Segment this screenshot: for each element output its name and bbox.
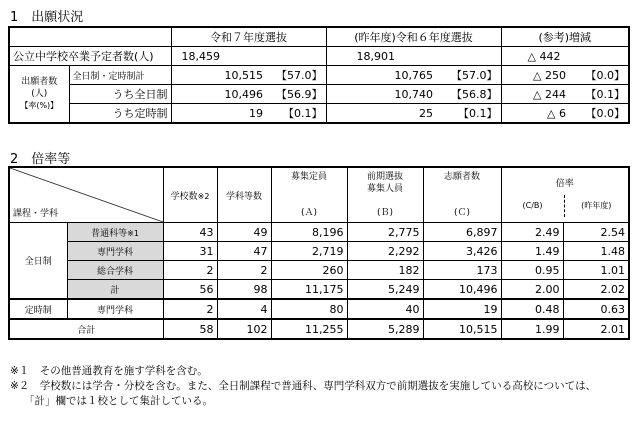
section2-title: 2 倍率等 bbox=[10, 152, 71, 167]
zennichi-label: 全日制 bbox=[9, 223, 67, 300]
graduates-label: 公立中学校卒業予定者数(人) bbox=[9, 47, 171, 66]
total-label: 合計 bbox=[9, 319, 163, 339]
early-header: 前期選抜 募集人員 (Ｂ) bbox=[347, 167, 423, 223]
applicants-row-zennichi: うち全日制 10,496 【56.9】 10,740 【56.8】 △ 244 【0.1】 bbox=[9, 85, 629, 104]
capacity-header: 募集定員 (Ａ) bbox=[271, 167, 347, 223]
applicants-group-label: 出願者数 (人) 【率(%)】 bbox=[9, 66, 69, 124]
ratio-cb-header: (C/B) bbox=[522, 201, 543, 210]
footnotes bbox=[10, 364, 596, 409]
graduates-previous: 18,901 bbox=[326, 47, 501, 66]
footnote-3: 「計」欄では１校として集計している。 bbox=[24, 395, 213, 407]
footnote-2: ※２ 学校数には学舎・分校を含む。また、全日制課程で普通科、専門学科双方で前期選抜を実施している高校については、 bbox=[10, 380, 597, 392]
section1-title: 1 出願状況 bbox=[10, 10, 84, 25]
applicants-row-total: 出願者数 (人) 【率(%)】 全日制・定時制計 10,515 【57.0】 10,765 【57.0】 △ 250 【0.0】 bbox=[9, 66, 629, 85]
table-row: 専門学科 31 47 2,719 2,292 3,426 1.49 1.48 bbox=[9, 242, 629, 261]
table-row-subtotal: 計 56 98 11,175 5,249 10,496 2.00 2.02 bbox=[9, 280, 629, 300]
footnote-1: ※１ その他普通教育を施す学科を含む。 bbox=[10, 365, 208, 377]
header-current-year: 令和７年度選抜 bbox=[171, 27, 326, 47]
ratio-header: 倍率 (C/B) (昨年度) bbox=[501, 167, 629, 223]
graduates-diff: △ 442 bbox=[501, 47, 629, 66]
course-header: 課程・学科 bbox=[9, 167, 163, 223]
section1-header-row bbox=[9, 27, 629, 47]
table-row: 総合学科 2 2 260 182 173 0.95 1.01 bbox=[9, 261, 629, 280]
table-row-total: 合計 58 102 11,255 5,289 10,515 1.99 2.01 bbox=[9, 319, 629, 339]
schools-header: 学校数※2 bbox=[163, 167, 217, 223]
row-label: うち全日制 bbox=[69, 85, 171, 104]
application-status-table bbox=[8, 26, 630, 124]
table-row-teiji: 定時制 専門学科 2 4 80 40 19 0.48 0.63 bbox=[9, 299, 629, 319]
applicants-row-teiji: うち定時制 19 【0.1】 25 【0.1】 △ 6 【0.0】 bbox=[9, 104, 629, 124]
graduates-current: 18,459 bbox=[171, 47, 326, 66]
applicants-header: 志願者数 (Ｃ) bbox=[423, 167, 501, 223]
row-label: 全日制・定時制計 bbox=[69, 66, 171, 85]
ratio-header-row bbox=[9, 167, 629, 223]
ratio-table bbox=[8, 166, 630, 340]
depts-header: 学科等数 bbox=[217, 167, 271, 223]
teiji-label: 定時制 bbox=[9, 299, 67, 319]
header-diff: (参考)増減 bbox=[501, 27, 629, 47]
header-previous-year: (昨年度)令和６年度選抜 bbox=[326, 27, 501, 47]
ratio-prev-header: (昨年度) bbox=[564, 195, 629, 217]
table-row: 全日制 普通科等※1 43 49 8,196 2,775 6,897 2.49 2.54 bbox=[9, 223, 629, 242]
graduates-row bbox=[9, 47, 629, 66]
row-label: うち定時制 bbox=[69, 104, 171, 124]
